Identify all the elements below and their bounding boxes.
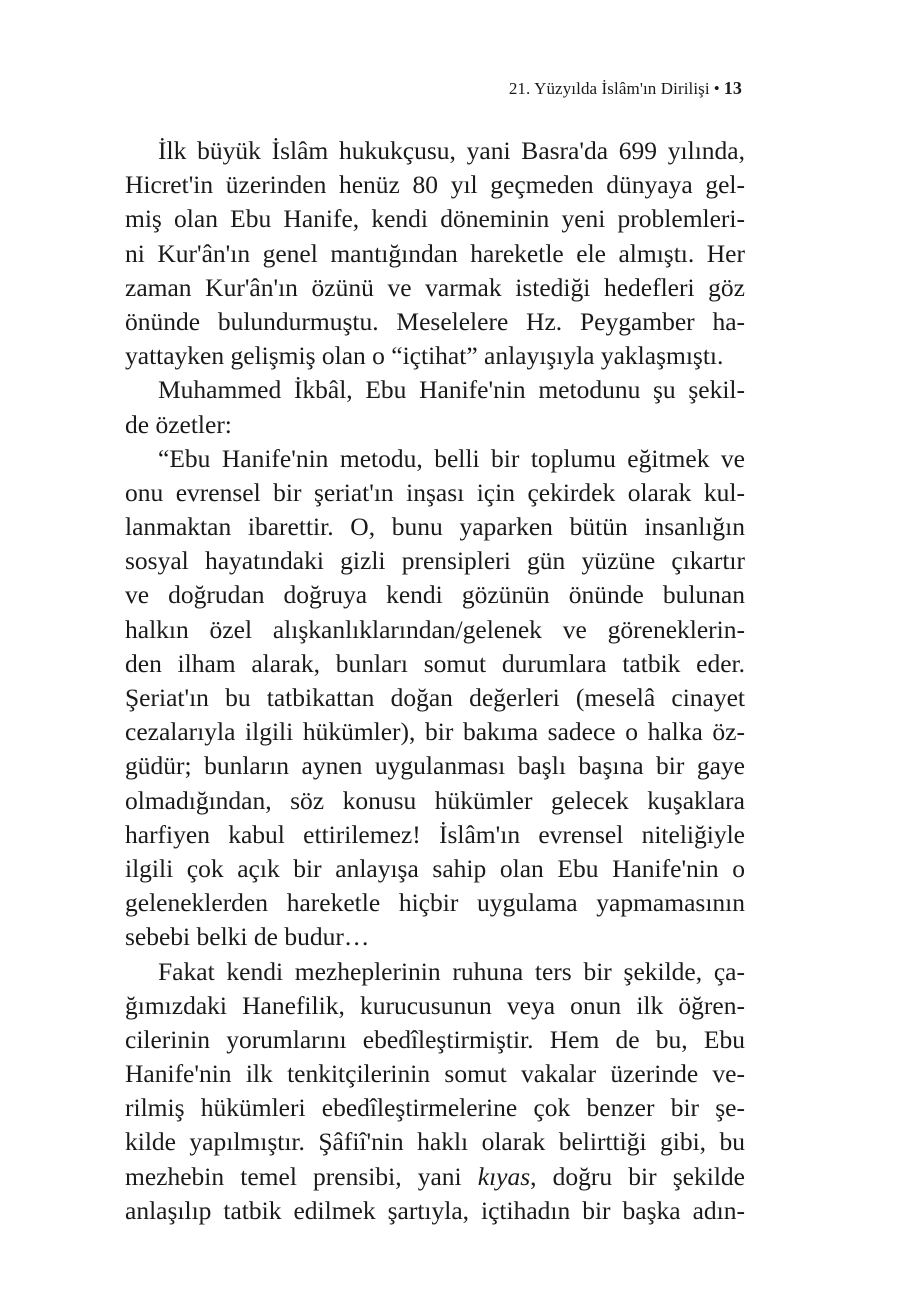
text-line: harfiyen kabul ettirilemez! İslâm'ın evrensel niteliğiyle [125,819,745,849]
text-line: ğımızdaki Hanefilik, kurucusunun veya onun ilk öğren- [125,990,745,1020]
paragraph-3-quotation [125,442,745,955]
text-line: lanmaktan ibarettir. O, bunu yaparken bütün insanlığın [125,512,745,542]
running-title: 21. Yüzyılda İslâm'ın Dirilişi [508,79,710,98]
paragraph-1 [125,134,745,373]
text-line: Fakat kendi mezheplerinin ruhuna ters bir şekilde, ça- [158,956,745,986]
text-line: geleneklerden hareketle hiçbir uygulama yapmamasının [125,888,745,918]
text-line: kilde yapılmıştır. Şâfiî'nin haklı olarak belirttiği gibi, bu [125,1127,745,1157]
text-line: anlaşılıp tatbik edilmek şartıyla, içtihadın bir başka adın- [125,1195,745,1225]
running-header [509,78,742,99]
text-line: rilmiş hükümleri ebedîleştirmelerine çok benzer bir şe- [125,1093,745,1123]
text-line: ilgili çok açık bir anlayışa sahip olan Ebu Hanife'nin o [125,853,745,883]
text-line: den ilham alarak, bunları somut durumlara tatbik eder. [125,648,745,678]
paragraph-2 [125,373,745,441]
body-text [125,134,745,1228]
text-line: yattayken gelişmiş olan o “içtihat” anlayışıyla yaklaşmıştı. [125,341,724,371]
paragraph-4 [125,955,745,1229]
text-line-with-italic [125,1160,745,1194]
text-line: İlk büyük İslâm hukukçusu, yani Basra'da 699 yılında, [158,136,745,165]
text-line: ve doğrudan doğruya kendi gözünün önünde bulunan [125,580,745,610]
text-line: cilerinin yorumlarını ebedîleştirmiştir. Hem de bu, Ebu [125,1024,745,1054]
text-line: Hanife'nin ilk tenkitçilerinin somut vakalar üzerinde ve- [125,1059,745,1089]
text-line: halkın özel alışkanlıklarından/gelenek ve göreneklerin- [125,614,745,644]
text-line: de özetler: [125,409,232,439]
text-line: cezalarıyla ilgili hükümler), bir bakıma sadece o halka öz- [125,717,745,747]
page-number: 13 [723,78,742,98]
text-line: “Ebu Hanife'nin metodu, belli bir toplumu eğitmek ve [158,443,745,473]
text-line: önünde bulundurmuştu. Meselelere Hz. Peygamber ha- [125,306,745,336]
text-line: Hicret'in üzerinden henüz 80 yıl geçmeden dünyaya gel- [125,170,745,200]
text-line: sosyal hayatındaki gizli prensipleri gün yüzüne çıkartır [125,546,745,576]
text-line: ni Kur'ân'ın genel mantığından hareketle ele almıştı. Her [125,238,745,268]
text-line: olmadığından, söz konusu hükümler gelecek kuşaklara [125,785,745,815]
text-line: miş olan Ebu Hanife, kendi döneminin yeni problemleri- [125,204,745,234]
text-line: sebebi belki de budur… [125,922,370,952]
text-segment: , doğru bir şekilde [530,1161,745,1191]
header-separator: • [713,79,720,98]
text-segment: mezhebin temel prensibi, yani [125,1161,478,1191]
italic-term: kıyas [477,1161,531,1191]
text-line: güdür; bunların aynen uygulanması başlı başına bir gaye [125,751,745,781]
text-line: Muhammed İkbâl, Ebu Hanife'nin metodunu şu şekil- [158,375,745,405]
text-line: onu evrensel bir şeriat'ın inşası için çekirdek olarak kul- [125,477,745,507]
text-line: zaman Kur'ân'ın özünü ve varmak istediği hedefleri göz [125,272,745,302]
text-line: Şeriat'ın bu tatbikattan doğan değerleri (meselâ cinayet [125,683,745,712]
